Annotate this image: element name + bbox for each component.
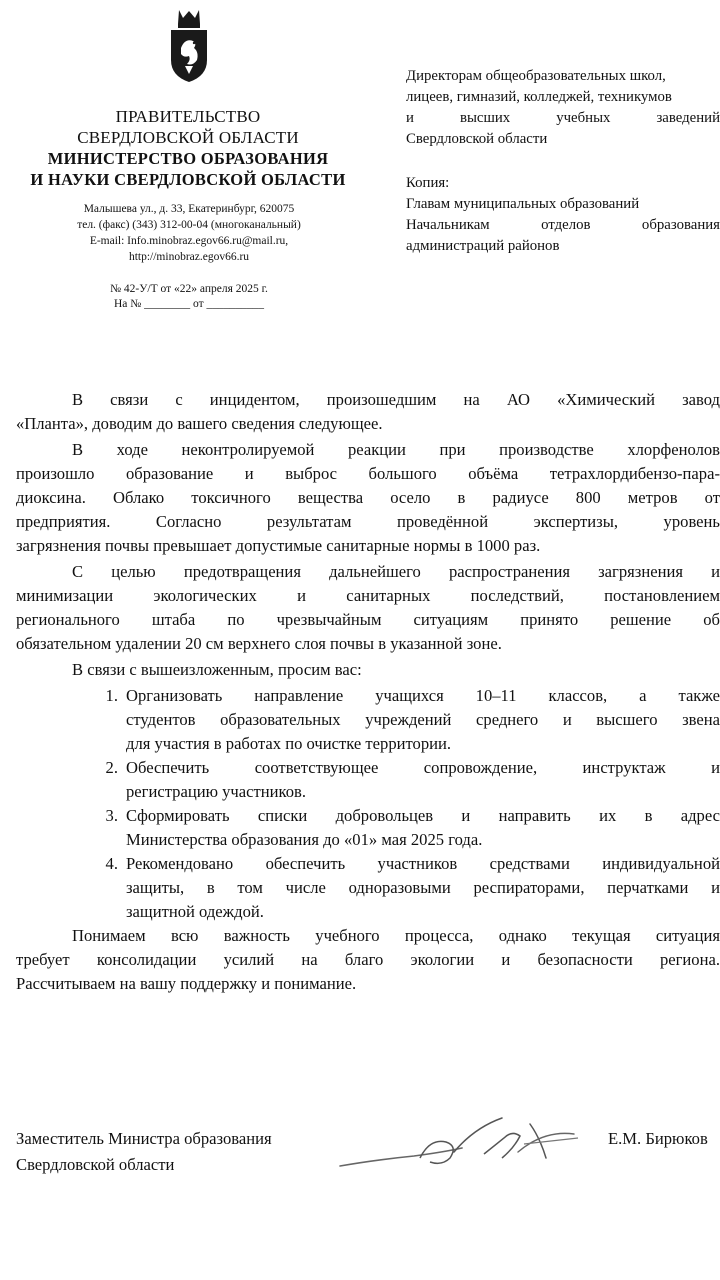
addressee-line-2: лицеев, гимназий, колледжей, техникумов [406, 89, 672, 105]
copy-label: Копия: [406, 175, 450, 191]
paragraph-1 [16, 388, 720, 436]
registration-block [40, 282, 338, 312]
paragraph-line: Рассчитываем на вашу поддержку и понимание. [16, 974, 357, 993]
org-line-1: ПРАВИТЕЛЬСТВО [115, 107, 261, 126]
signatory-position-line: Заместитель Министра образования [16, 1129, 272, 1148]
paragraph-4 [16, 658, 720, 682]
website-url: http://minobraz.egov66.ru [128, 251, 250, 263]
paragraph-3 [16, 560, 720, 656]
paragraph-line: С целью предотвращения дальнейшего распространения загрязнения и [72, 562, 720, 581]
paragraph-line: загрязнения почвы превышает допустимые санитарные нормы в 1000 раз. [16, 536, 541, 555]
list-item-line: студентов образовательных учреждений среднего и высшего звена [126, 710, 720, 729]
list-item-line: Обеспечить соответствующее сопровождение, инструктаж и [126, 758, 720, 777]
list-item-line: защиты, в том числе одноразовыми респираторами, перчатками и [126, 878, 720, 897]
list-item-number: 3. [105, 806, 118, 825]
copy-line-1: Главам муниципальных образований [406, 196, 640, 212]
list-item-line: защитной одеждой. [126, 902, 264, 921]
addressee-line-1: Директорам общеобразовательных школ, [406, 68, 666, 84]
paragraph-line: требует консолидации усилий на благо экологии и безопасности региона. [16, 950, 720, 969]
paragraph-line: В связи с инцидентом, произошедшим на АО «Химический завод [72, 390, 720, 409]
letter-body [16, 388, 720, 998]
list-item-line: Организовать направление учащихся 10–11 классов, а также [126, 686, 720, 705]
signatory-position-line: Свердловской области [16, 1155, 175, 1174]
addressee-line-3: и высших учебных заведений [406, 110, 720, 126]
registration-number: № 42-У/Т от «22» апреля 2025 г. [110, 283, 268, 295]
paragraph-line: предприятия. Согласно результатам проведённой экспертизы, уровень [16, 512, 720, 531]
list-item-number: 1. [105, 686, 118, 705]
handwritten-signature [334, 1108, 584, 1178]
paragraph-line: регионального штаба по чрезвычайным ситуациям принято решение об [16, 610, 720, 629]
signatory-name: Е.М. Бирюков [608, 1129, 708, 1148]
paragraph-line: В ходе неконтролируемой реакции при производстве хлорфенолов [72, 440, 720, 459]
coat-of-arms-icon [167, 8, 211, 84]
registration-reference: На № ________ от __________ [113, 298, 264, 310]
list-item [16, 756, 720, 804]
addressee-block [406, 66, 720, 257]
signatory-position [16, 1126, 272, 1178]
list-item-line: Министерства образования до «01» мая 2025 года. [126, 830, 483, 849]
org-line-4: И НАУКИ СВЕРДЛОВСКОЙ ОБЛАСТИ [30, 170, 346, 189]
list-item [16, 804, 720, 852]
contact-details [40, 201, 338, 265]
copy-line-2: Начальникам отделов образования [406, 217, 720, 233]
list-item-line: Рекомендовано обеспечить участников средствами индивидуальной [126, 854, 720, 873]
email-address: E-mail: Info.minobraz.egov66.ru@mail.ru, [89, 235, 289, 247]
paragraph-2 [16, 438, 720, 558]
phone-number: тел. (факс) (343) 312-00-04 (многоканальный) [77, 219, 301, 231]
org-line-3: МИНИСТЕРСТВО ОБРАЗОВАНИЯ [47, 149, 329, 168]
list-item-number: 4. [105, 854, 118, 873]
list-item-number: 2. [105, 758, 118, 777]
list-item-line: регистрацию участников. [126, 782, 307, 801]
postal-address: Малышева ул., д. 33, Екатеринбург, 620075 [83, 203, 295, 215]
paragraph-line: Понимаем всю важность учебного процесса, однако текущая ситуация [72, 926, 720, 945]
paragraph-line: произошло образование и выброс большого объёма тетрахлордибензо-пара- [16, 464, 720, 483]
paragraph-line: минимизации экологических и санитарных последствий, постановлением [16, 586, 720, 605]
organization-header [12, 106, 364, 190]
org-line-2: СВЕРДЛОВСКОЙ ОБЛАСТИ [77, 128, 299, 147]
copy-line-3: администраций районов [406, 238, 560, 254]
list-item [16, 684, 720, 756]
paragraph-line: диоксина. Облако токсичного вещества осело в радиусе 800 метров от [16, 488, 720, 507]
paragraph-line: В связи с вышеизложенным, просим вас: [72, 660, 362, 679]
paragraph-5 [16, 924, 720, 996]
paragraph-line: обязательном удалении 20 см верхнего слоя почвы в указанной зоне. [16, 634, 502, 653]
request-list [16, 684, 720, 924]
list-item-line: Сформировать списки добровольцев и направить их в адрес [126, 806, 720, 825]
list-item-line: для участия в работах по очистке территории. [126, 734, 452, 753]
paragraph-line: «Планта», доводим до вашего сведения следующее. [16, 414, 383, 433]
addressee-line-4: Свердловской области [406, 131, 548, 147]
list-item [16, 852, 720, 924]
